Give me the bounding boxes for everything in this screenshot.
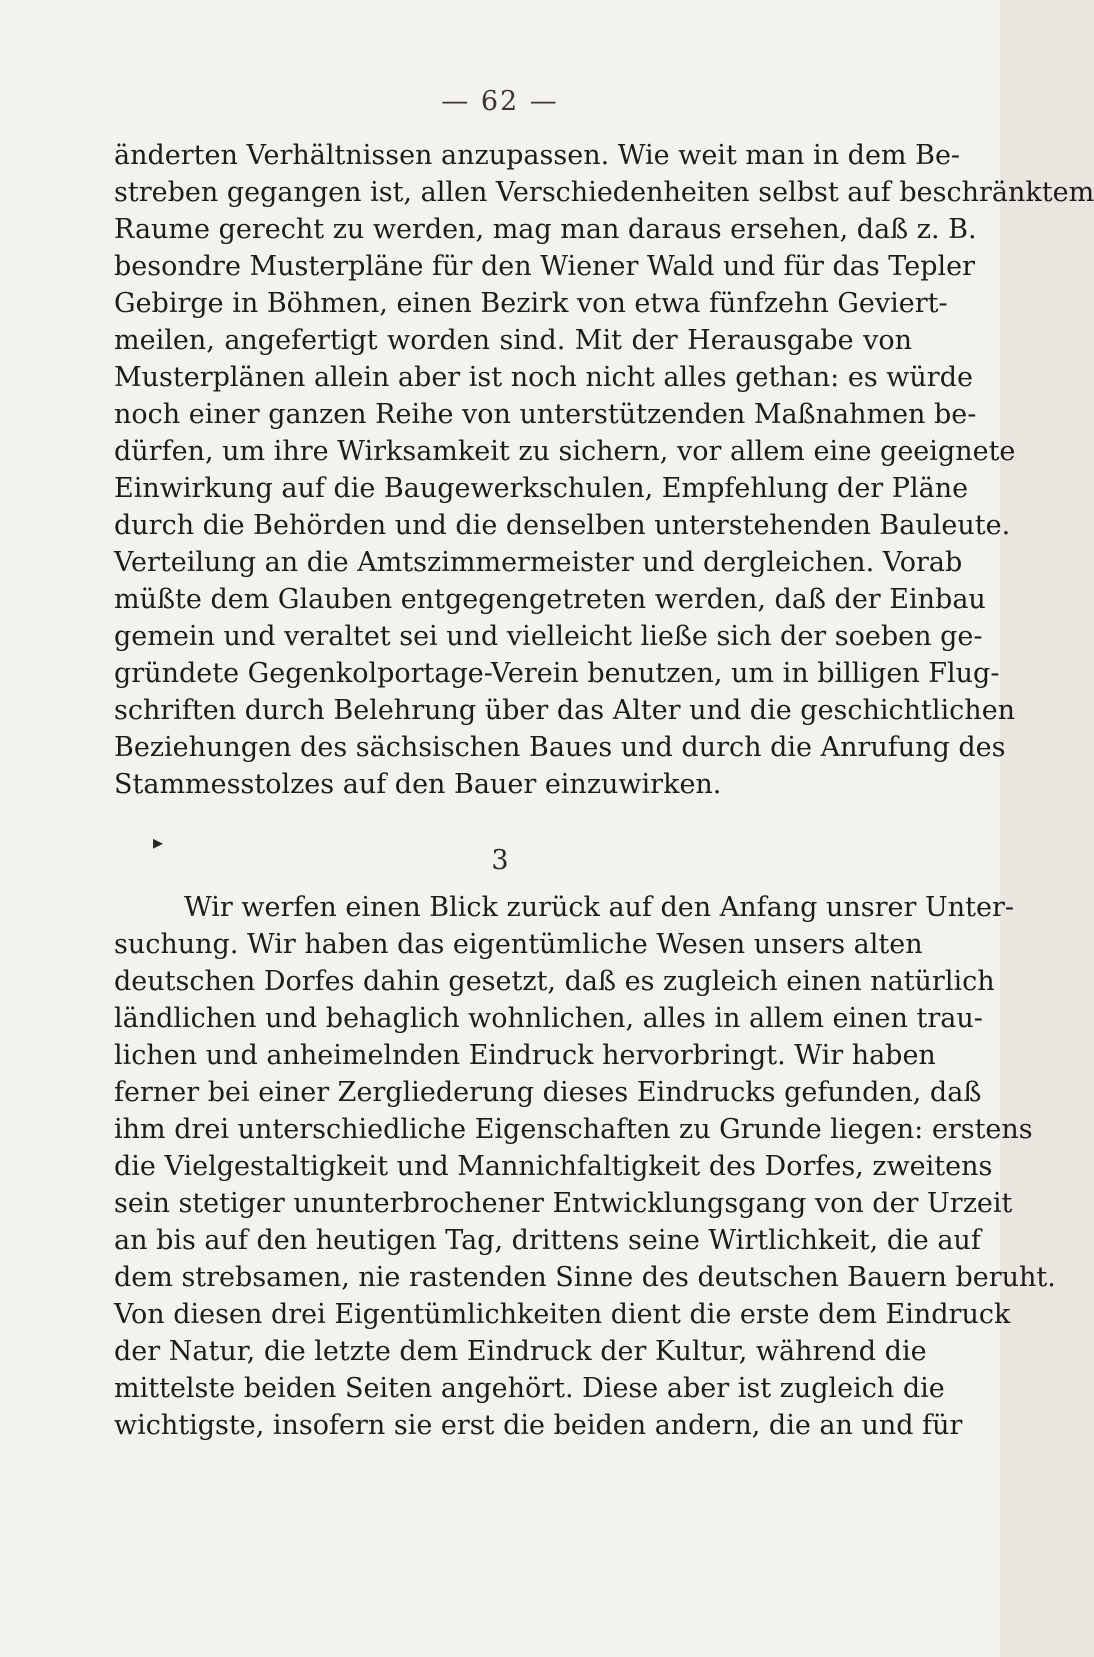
text-line: gründete Gegenkolportage-Verein benutzen, um in billigen Flug- [114,658,1000,689]
page-number: — 62 — [441,86,559,117]
text-line: noch einer ganzen Reihe von unterstützenden Maßnahmen be- [114,399,977,430]
text-line: Beziehungen des sächsischen Baues und durch die Anrufung des [114,732,1006,763]
text-line: meilen, angefertigt worden sind. Mit der Herausgabe von [114,325,912,356]
text-line: Verteilung an die Amtszimmermeister und dergleichen. Vorab [114,547,963,578]
text-line: durch die Behörden und die denselben unterstehenden Bauleute. [114,510,1011,541]
text-line: lichen und anheimelnden Eindruck hervorbringt. Wir haben [114,1040,936,1071]
text-line: dem strebsamen, nie rastenden Sinne des deutschen Bauern beruht. [114,1262,1056,1293]
text-line: Wir werfen einen Blick zurück auf den Anfang unsrer Unter- [184,892,1014,923]
text-line: besondre Musterpläne für den Wiener Wald und für das Tepler [114,251,975,282]
text-line: die Vielgestaltigkeit und Mannichfaltigkeit des Dorfes, zweitens [114,1151,993,1182]
text-line: wichtigste, insofern sie erst die beiden andern, die an und für [114,1410,963,1441]
paragraph-1 [114,137,1094,803]
text-line: streben gegangen ist, allen Verschiedenheiten selbst auf beschränktem [114,177,1094,208]
text-line: Raume gerecht zu werden, mag man daraus ersehen, daß z. B. [114,214,977,245]
text-line: ihm drei unterschiedliche Eigenschaften zu Grunde liegen: erstens [114,1114,1033,1145]
text-line: Von diesen drei Eigentümlichkeiten dient die erste dem Eindruck [114,1299,1011,1330]
text-line: an bis auf den heutigen Tag, drittens seine Wirtlichkeit, die auf [114,1225,981,1256]
text-line: dürfen, um ihre Wirksamkeit zu sichern, vor allem eine geeignete [114,436,1016,467]
text-line: der Natur, die letzte dem Eindruck der Kultur, während die [114,1336,927,1367]
paragraph-2 [114,889,1056,1444]
section-number: 3 [491,845,509,876]
text-line: sein stetiger ununterbrochener Entwicklungsgang von der Urzeit [114,1188,1013,1219]
text-line: gemein und veraltet sei und vielleicht ließe sich der soeben ge- [114,621,983,652]
text-line: schriften durch Belehrung über das Alter und die geschichtlichen [114,695,1016,726]
text-line: müßte dem Glauben entgegengetreten werden, daß der Einbau [114,584,986,615]
text-line: ländlichen und behaglich wohnlichen, alles in allem einen trau- [114,1003,983,1034]
text-line: Stammesstolzes auf den Bauer einzuwirken. [114,769,722,800]
text-line: deutschen Dorfes dahin gesetzt, daß es zugleich einen natürlich [114,966,995,997]
text-line: mittelste beiden Seiten angehört. Diese aber ist zugleich die [114,1373,945,1404]
text-line: Musterplänen allein aber ist noch nicht alles gethan: es würde [114,362,973,393]
margin-mark-glyph: ▸ [153,830,164,854]
text-line: ferner bei einer Zergliederung dieses Eindrucks gefunden, daß [114,1077,982,1108]
text-line: änderten Verhältnissen anzupassen. Wie weit man in dem Be- [114,140,961,171]
text-line: Einwirkung auf die Baugewerkschulen, Empfehlung der Pläne [114,473,969,504]
text-line: Gebirge in Böhmen, einen Bezirk von etwa fünfzehn Geviert- [114,288,948,319]
text-line: suchung. Wir haben das eigentümliche Wesen unsers alten [114,929,923,960]
